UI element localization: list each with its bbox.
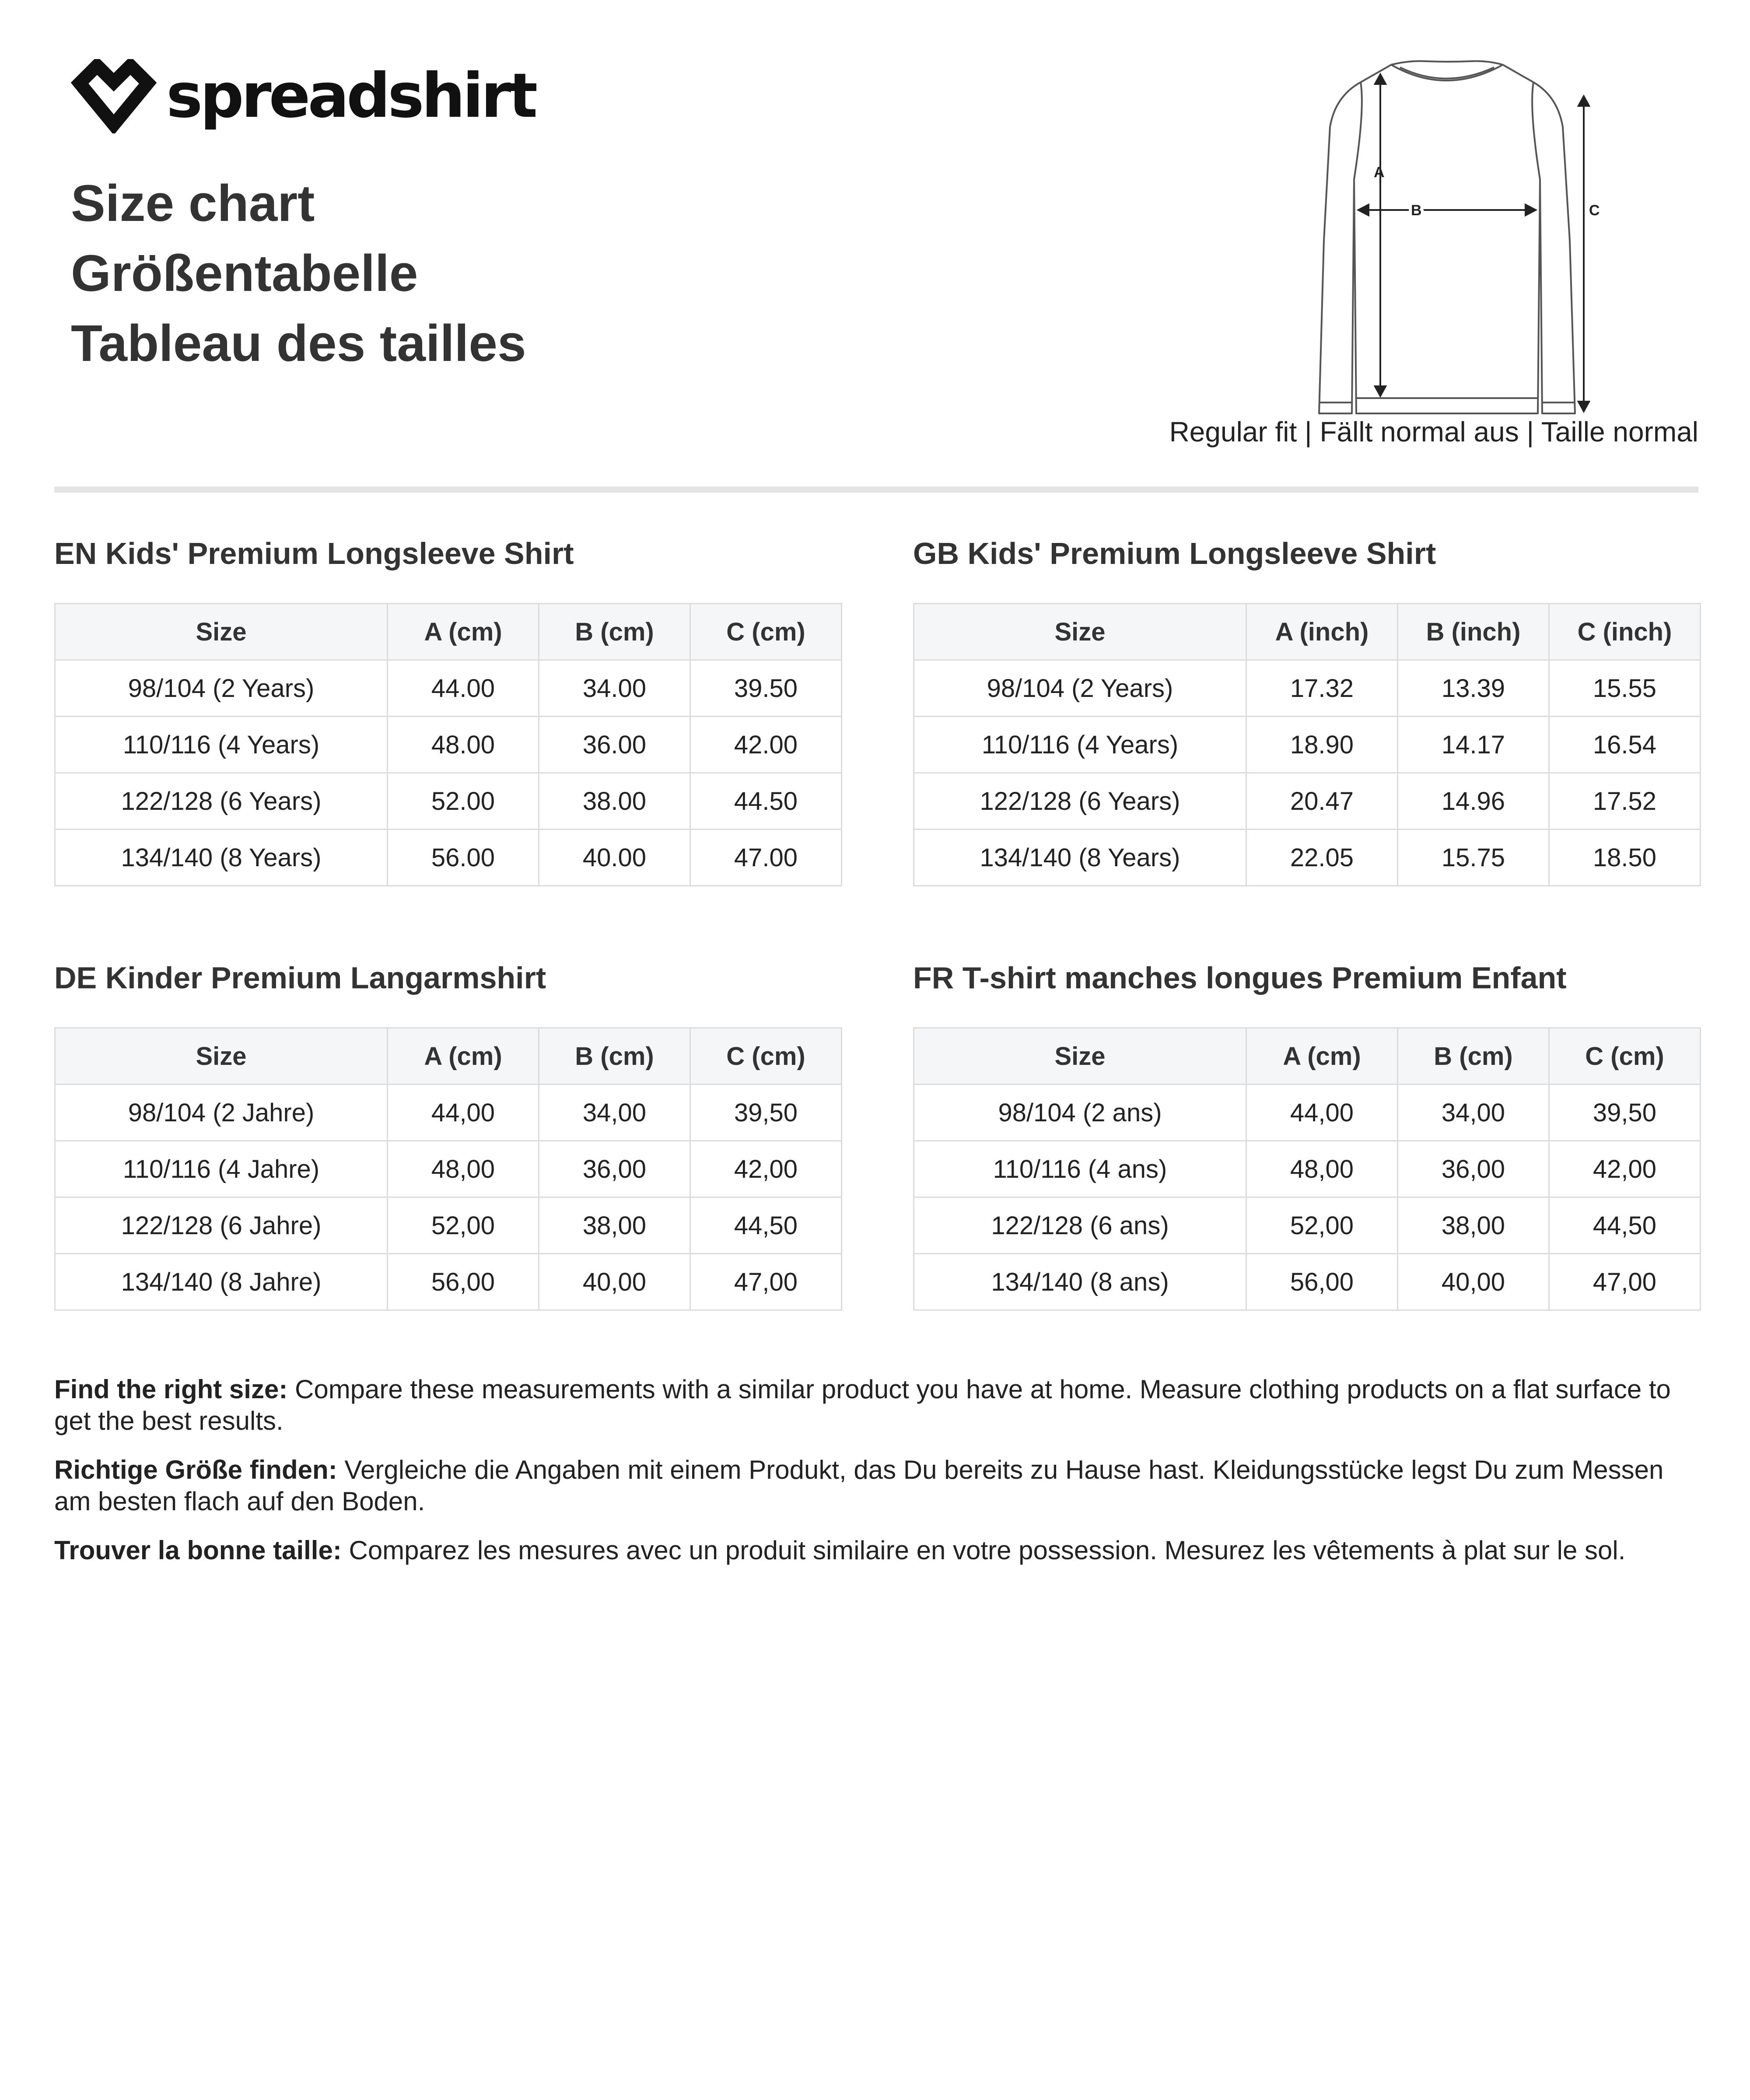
size-table-fr: [913, 1027, 1701, 1311]
longsleeve-shirt-icon: [1295, 57, 1601, 416]
table-title-gb: GB Kids' Premium Longsleeve Shirt: [913, 536, 1436, 570]
table-row: [55, 1254, 842, 1310]
table-title-en: EN Kids' Premium Longsleeve Shirt: [54, 536, 574, 570]
header-b: B (inch): [1398, 604, 1549, 660]
header-size: Size: [55, 604, 388, 660]
cell-a: 48,00: [1246, 1141, 1398, 1197]
note-de: [54, 1454, 1699, 1517]
size-table-de: [54, 1027, 842, 1311]
table-row: [914, 1085, 1701, 1141]
cell-a: 20.47: [1246, 773, 1398, 830]
cell-a: 56.00: [388, 830, 539, 886]
table-row: [914, 1141, 1701, 1197]
table-header-row: [914, 604, 1701, 660]
table-row: [55, 773, 842, 830]
table-header-row: [55, 1028, 842, 1085]
cell-b: 38.00: [539, 773, 690, 830]
size-table-en: [54, 603, 842, 886]
cell-size: 110/116 (4 Years): [914, 717, 1246, 773]
table-row: [55, 1141, 842, 1197]
cell-a: 18.90: [1246, 717, 1398, 773]
cell-b: 34,00: [1398, 1085, 1549, 1141]
header-b: B (cm): [539, 604, 690, 660]
cell-b: 14.96: [1398, 773, 1549, 830]
cell-size: 122/128 (6 ans): [914, 1197, 1246, 1254]
header-a: A (cm): [388, 1028, 539, 1085]
cell-size: 134/140 (8 Years): [914, 830, 1246, 886]
cell-c: 39,50: [1549, 1085, 1701, 1141]
header-c: C (inch): [1549, 604, 1701, 660]
cell-b: 34,00: [539, 1085, 690, 1141]
cell-b: 36.00: [539, 717, 690, 773]
header-size: Size: [914, 604, 1246, 660]
table-header-row: [914, 1028, 1701, 1085]
cell-a: 44,00: [388, 1085, 539, 1141]
brand-name: spreadshirt: [166, 60, 536, 132]
header-size: Size: [914, 1028, 1246, 1085]
note-label: Trouver la bonne taille:: [54, 1536, 342, 1565]
measure-label-a: A: [1374, 164, 1385, 181]
title-fr: Tableau des tailles: [71, 315, 526, 372]
header-size: Size: [55, 1028, 388, 1085]
header-a: A (inch): [1246, 604, 1398, 660]
measure-label-c: C: [1589, 202, 1600, 219]
cell-size: 134/140 (8 ans): [914, 1254, 1246, 1310]
cell-size: 122/128 (6 Years): [914, 773, 1246, 830]
header-a: A (cm): [388, 604, 539, 660]
title-en: Size chart: [71, 175, 315, 232]
cell-a: 52,00: [1246, 1197, 1398, 1254]
cell-b: 40.00: [539, 830, 690, 886]
cell-b: 15.75: [1398, 830, 1549, 886]
cell-b: 38,00: [539, 1197, 690, 1254]
cell-c: 39.50: [690, 660, 842, 717]
cell-b: 36,00: [539, 1141, 690, 1197]
cell-c: 39,50: [690, 1085, 842, 1141]
cell-c: 42,00: [1549, 1141, 1701, 1197]
cell-size: 98/104 (2 Years): [55, 660, 388, 717]
cell-b: 40,00: [539, 1254, 690, 1310]
cell-a: 48.00: [388, 717, 539, 773]
note-fr: [54, 1535, 1699, 1566]
cell-c: 18.50: [1549, 830, 1701, 886]
cell-a: 48,00: [388, 1141, 539, 1197]
cell-size: 110/116 (4 ans): [914, 1141, 1246, 1197]
measure-label-b: B: [1411, 202, 1422, 219]
spreadshirt-logo: [70, 59, 535, 133]
cell-c: 44.50: [690, 773, 842, 830]
cell-a: 56,00: [388, 1254, 539, 1310]
cell-b: 40,00: [1398, 1254, 1549, 1310]
cell-c: 15.55: [1549, 660, 1701, 717]
cell-c: 17.52: [1549, 773, 1701, 830]
cell-a: 52.00: [388, 773, 539, 830]
table-row: [55, 1197, 842, 1254]
note-label: Richtige Größe finden:: [54, 1455, 337, 1484]
cell-c: 47,00: [1549, 1254, 1701, 1310]
table-header-row: [55, 604, 842, 660]
cell-a: 17.32: [1246, 660, 1398, 717]
table-title-fr: FR T-shirt manches longues Premium Enfant: [913, 961, 1567, 995]
note-en: [54, 1374, 1699, 1437]
note-text: Compare these measurements with a similar product you have at home. Measure clothing products on a flat surface to get the best results.: [54, 1375, 1671, 1435]
cell-c: 47.00: [690, 830, 842, 886]
cell-size: 122/128 (6 Jahre): [55, 1197, 388, 1254]
cell-c: 47,00: [690, 1254, 842, 1310]
cell-c: 44,50: [1549, 1197, 1701, 1254]
cell-c: 16.54: [1549, 717, 1701, 773]
note-text: Comparez les mesures avec un produit similaire en votre possession. Mesurez les vêtements à plat sur le sol.: [341, 1536, 1626, 1565]
cell-size: 98/104 (2 Jahre): [55, 1085, 388, 1141]
title-de: Größentabelle: [71, 245, 418, 302]
size-table-gb: [913, 603, 1701, 886]
cell-a: 44,00: [1246, 1085, 1398, 1141]
cell-size: 110/116 (4 Years): [55, 717, 388, 773]
header-c: C (cm): [690, 604, 842, 660]
header-c: C (cm): [1549, 1028, 1701, 1085]
table-row: [55, 717, 842, 773]
table-row: [914, 830, 1701, 886]
header-b: B (cm): [1398, 1028, 1549, 1085]
table-row: [914, 1254, 1701, 1310]
cell-size: 122/128 (6 Years): [55, 773, 388, 830]
cell-a: 22.05: [1246, 830, 1398, 886]
note-text: Vergleiche die Angaben mit einem Produkt, das Du bereits zu Hause hast. Kleidungsstücke legst Du zum Messen am besten flach auf den Boden.: [54, 1455, 1664, 1516]
cell-b: 36,00: [1398, 1141, 1549, 1197]
cell-c: 42,00: [690, 1141, 842, 1197]
table-row: [55, 830, 842, 886]
heart-diamond-logo-icon: [70, 59, 158, 133]
cell-size: 98/104 (2 ans): [914, 1085, 1246, 1141]
table-row: [914, 660, 1701, 717]
cell-a: 52,00: [388, 1197, 539, 1254]
cell-c: 44,50: [690, 1197, 842, 1254]
cell-b: 38,00: [1398, 1197, 1549, 1254]
table-title-de: DE Kinder Premium Langarmshirt: [54, 961, 546, 995]
cell-b: 13.39: [1398, 660, 1549, 717]
fit-text: Regular fit | Fällt normal aus | Taille normal: [1169, 416, 1698, 448]
header-c: C (cm): [690, 1028, 842, 1085]
divider: [54, 486, 1698, 493]
cell-a: 56,00: [1246, 1254, 1398, 1310]
table-row: [914, 1197, 1701, 1254]
cell-b: 14.17: [1398, 717, 1549, 773]
table-row: [914, 773, 1701, 830]
cell-size: 134/140 (8 Years): [55, 830, 388, 886]
cell-c: 42.00: [690, 717, 842, 773]
sizing-notes: [54, 1374, 1699, 1584]
table-row: [914, 717, 1701, 773]
cell-size: 98/104 (2 Years): [914, 660, 1246, 717]
cell-size: 134/140 (8 Jahre): [55, 1254, 388, 1310]
table-row: [55, 1085, 842, 1141]
page-titles: [71, 168, 526, 378]
table-row: [55, 660, 842, 717]
cell-size: 110/116 (4 Jahre): [55, 1141, 388, 1197]
cell-b: 34.00: [539, 660, 690, 717]
cell-a: 44.00: [388, 660, 539, 717]
header-a: A (cm): [1246, 1028, 1398, 1085]
note-label: Find the right size:: [54, 1375, 288, 1404]
header-b: B (cm): [539, 1028, 690, 1085]
